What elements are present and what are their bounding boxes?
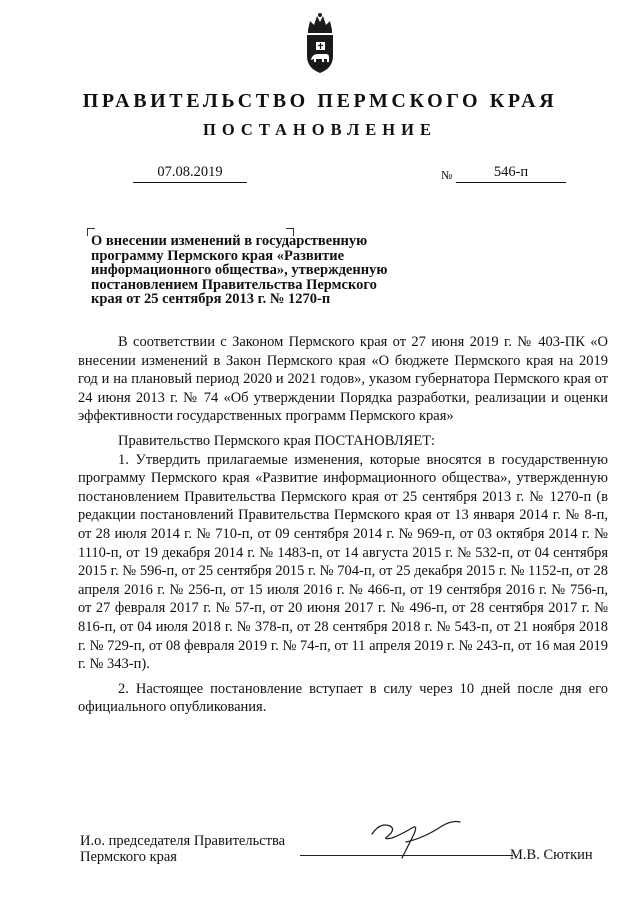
subject-line: программу Пермского края «Развитие [91, 247, 344, 264]
document-subject [91, 234, 421, 307]
item-2-paragraph: 2. Настоящее постановление вступает в силу через 10 дней после дня его официального опубликования. [78, 680, 608, 716]
coat-of-arms-icon [302, 10, 338, 79]
signatory-position-line: И.о. председателя Правительства [80, 833, 286, 849]
subject-line: постановлением Правительства Пермского [91, 276, 377, 293]
preamble-paragraph: В соответствии с Законом Пермского края от 27 июня 2019 г. № 403-ПК «О внесении изменений в Закон Пермского края «О бюджете Пермского края на 2019 год и на плановый период 2020 и 2021 годов», указом губернатора Пермского края от 24 июня 2013 г. № 74 «Об утверждении Порядка разработки, реализации и оценки эффективности государственных программ Пермского края» [78, 334, 608, 425]
government-title: ПРАВИТЕЛЬСТВО ПЕРМСКОГО КРАЯ [82, 90, 558, 112]
subject-line: края от 25 сентября 2013 г. № 1270-п [91, 291, 331, 307]
number-sign: № [441, 168, 453, 182]
signatory-position-line: Пермского края [80, 848, 177, 865]
document-body [78, 333, 608, 717]
signatory-name: М.В. Сюткин [510, 847, 593, 863]
resolves-paragraph: Правительство Пермского края ПОСТАНОВЛЯЕТ: [118, 432, 436, 449]
document-number: 546-п [456, 164, 566, 183]
subject-line: информационного общества», утвержденную [91, 262, 388, 278]
document-type-title: ПОСТАНОВЛЕНИЕ [203, 120, 437, 139]
document-date: 07.08.2019 [133, 164, 247, 183]
subject-line: О внесении изменений в государственную [91, 233, 368, 249]
handwritten-signature-icon [368, 812, 468, 867]
item-1-paragraph: 1. Утвердить прилагаемые изменения, которые вносятся в государственную программу Пермского края «Развитие информационного общества», утвержденную постановлением Правительства Пермского края от 25 сентября 2013 г. № 1270-п (в редакции постановлений Правительства Пермского края от 13 января 2014 г. № 8-п, от 28 июля 2014 г. № 710-п, от 09 сентября 2014 г. № 969-п, от 03 октября 2014 г. № 1110-п, от 19 декабря 2014 г. № 1483-п, от 14 августа 2015 г. № 532-п, от 04 сентября 2015 г. № 596-п, от 25 сентября 2015 г. № 704-п, от 25 декабря 2015 г. № 1152-п, от 28 апреля 2016 г. № 256-п, от 15 июля 2016 г. № 466-п, от 19 сентября 2016 г. № 756-п, от 27 февраля 2017 г. № 57-п, от 20 июня 2017 г. № 496-п, от 28 сентября 2017 г. № 816-п, от 04 июля 2018 г. № 378-п, от 28 сентября 2018 г. № 543-п, от 21 ноября 2018 г. № 729-п, от 08 февраля 2019 г. № 74-п, от 11 апреля 2019 г. № 243-п, от 16 мая 2019 г. № 343-п). [78, 451, 608, 673]
signatory-position [80, 834, 285, 865]
